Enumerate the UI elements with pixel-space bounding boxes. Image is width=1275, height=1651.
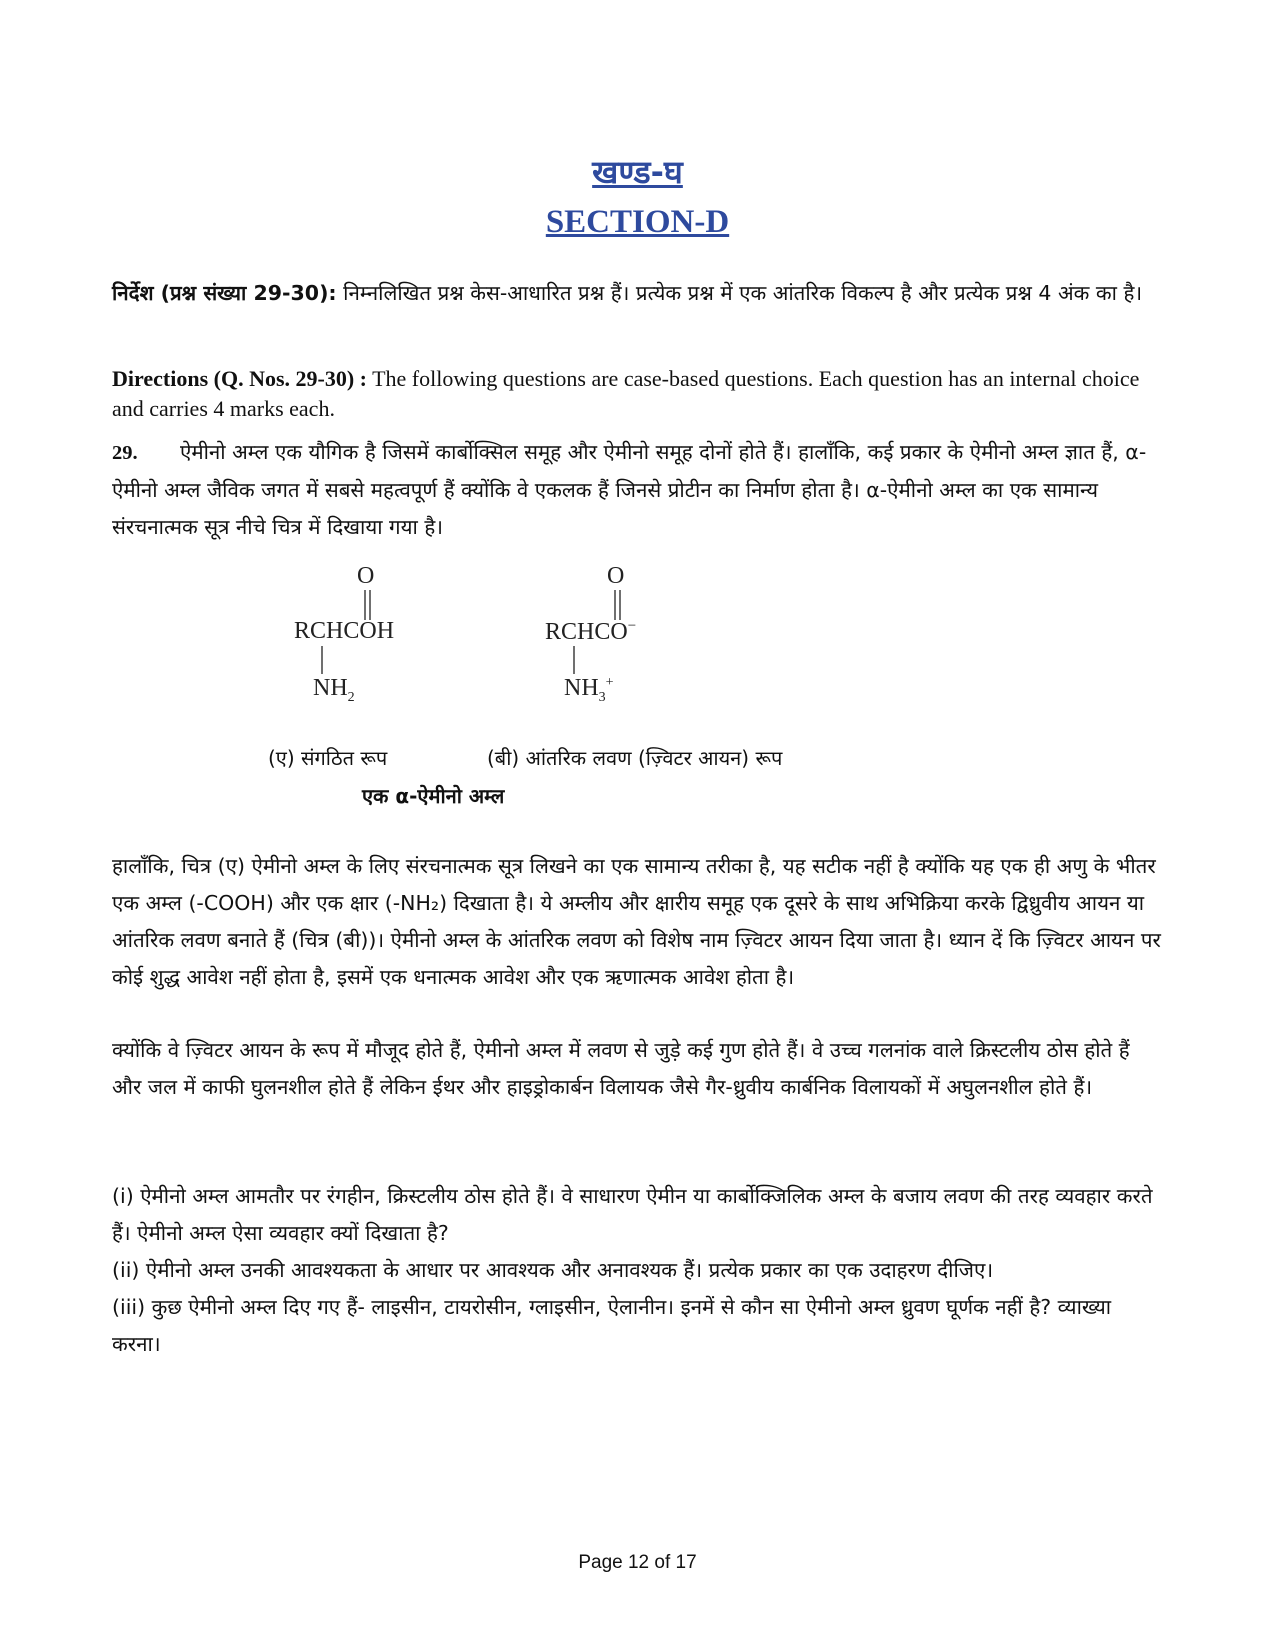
- directions-english: [112, 364, 1162, 424]
- sub-question-ii: (ii) ऐमीनो अम्ल उनकी आवश्यकता के आधार पर आवश्यक और अनावश्यक हैं। प्रत्येक प्रकार का एक उदाहरण दीजिए।: [112, 1258, 994, 1282]
- caption-b: (बी) आंतरिक लवण (ज़्विटर आयन) रूप: [487, 746, 783, 770]
- question-number: 29.: [112, 442, 138, 464]
- directions-hindi: [112, 275, 1162, 312]
- section-title-english: SECTION-D: [545, 204, 730, 240]
- sub-question-i: (i) ऐमीनो अम्ल आमतौर पर रंगहीन, क्रिस्टलीय ठोस होते हैं। वे साधारण ऐमीन या कार्बोक्जिलिक अम्ल के बजाय लवण की तरह व्यवहार करते हैं। ऐमीनो अम्ल ऐसा व्यवहार क्यों दिखाता है?: [112, 1184, 1153, 1245]
- structure-a-chain: RCHCOH: [294, 618, 395, 644]
- structure-b-chain: RCHCO−: [545, 618, 637, 645]
- structure-a-oxygen: O: [357, 563, 375, 589]
- structure-b-ammonium-group: $NH_3^+$: [564, 675, 614, 705]
- caption-a: (ए) संगठित रूप: [268, 746, 388, 770]
- structure-a-amino-group: $NH_2$: [313, 675, 355, 705]
- directions-hindi-label: निर्देश (प्रश्न संख्या 29-30):: [112, 281, 337, 305]
- structure-b-single-bond: [572, 646, 578, 676]
- sub-question-iii: (iii) कुछ ऐमीनो अम्ल दिए गए हैं- लाइसीन, टायरोसीन, ग्लाइसीन, ऐलानीन। इनमें से कौन सा ऐमीनो अम्ल ध्रुवण घूर्णक नहीं है? व्याख्या करना।: [112, 1295, 1112, 1356]
- paragraph-properties: क्योंकि वे ज़्विटर आयन के रूप में मौजूद होते हैं, ऐमीनो अम्ल में लवण से जुड़े कई गुण होते हैं। वे उच्च गलनांक वाले क्रिस्टलीय ठोस होते हैं और जल में काफी घुलनशील होते हैं लेकिन ईथर और हाइड्रोकार्बन विलायक जैसे गैर-ध्रुवीय कार्बनिक विलायकों में अघुलनशील होते हैं।: [112, 1038, 1130, 1099]
- question-intro: [112, 434, 1162, 546]
- section-title-hindi: खण्ड-घ: [592, 153, 683, 191]
- figure-title: एक α-ऐमीनो अम्ल: [362, 784, 505, 808]
- directions-english-label: Directions (Q. Nos. 29-30) :: [112, 366, 367, 391]
- page-number: Page 12 of 17: [578, 1552, 697, 1573]
- directions-english-text: The following questions are case-based questions. Each question has an internal choice and carries 4 marks each.: [112, 366, 1140, 421]
- structure-b-oxygen: O: [607, 563, 625, 589]
- structure-a-single-bond: [320, 646, 326, 676]
- question-intro-text: ऐमीनो अम्ल एक यौगिक है जिसमें कार्बोक्सिल समूह और ऐमीनो समूह दोनों होते हैं। हालाँकि, कई प्रकार के ऐमीनो अम्ल ज्ञात हैं, α-ऐमीनो अम्ल जैविक जगत में सबसे महत्वपूर्ण हैं क्योंकि वे एकलक हैं जिनसे प्रोटीन का निर्माण होता है। α-ऐमीनो अम्ल का एक सामान्य संरचनात्मक सूत्र नीचे चित्र में दिखाया गया है।: [112, 440, 1147, 539]
- directions-hindi-text: निम्नलिखित प्रश्न केस-आधारित प्रश्न हैं। प्रत्येक प्रश्न में एक आंतरिक विकल्प है और प्रत्येक प्रश्न 4 अंक का है।: [336, 281, 1143, 305]
- paragraph-zwitter-ion: हालाँकि, चित्र (ए) ऐमीनो अम्ल के लिए संरचनात्मक सूत्र लिखने का एक सामान्य तरीका है, यह सटीक नहीं है क्योंकि यह एक ही अणु के भीतर एक अम्ल (-COOH) और एक क्षार (-NH₂) दिखाता है। ये अम्लीय और क्षारीय समूह एक दूसरे के साथ अभिक्रिया करके द्विध्रुवीय आयन या आंतरिक लवण बनाते हैं (चित्र (बी))। ऐमीनो अम्ल के आंतरिक लवण को विशेष नाम ज़्विटर आयन दिया जाता है। ध्यान दें कि ज़्विटर आयन पर कोई शुद्ध आवेश नहीं होता है, इसमें एक धनात्मक आवेश और एक ऋणात्मक आवेश होता है।: [112, 854, 1161, 989]
